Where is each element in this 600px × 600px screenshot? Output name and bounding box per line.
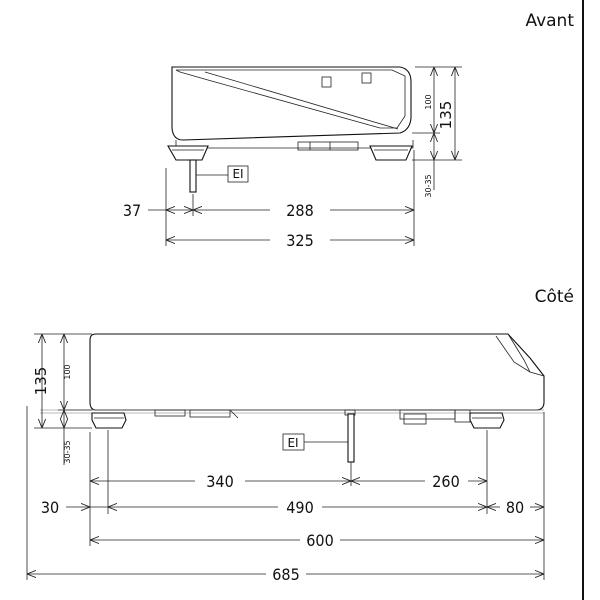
side-ei-tag: EI [287, 436, 299, 450]
side-dim-340: 340 [206, 472, 234, 491]
side-dim-260: 260 [432, 472, 460, 491]
side-dim-685: 685 [272, 565, 300, 584]
front-ei-tag: EI [232, 167, 244, 181]
side-dim-600: 600 [306, 531, 334, 550]
front-dim-100: 100 [424, 94, 433, 110]
side-dim-100: 100 [63, 364, 72, 380]
front-dim-30-35: 30-35 [424, 174, 433, 198]
side-dim-30-35: 30-35 [63, 440, 72, 464]
front-dim-135: 135 [437, 100, 455, 130]
front-dim-37: 37 [122, 201, 142, 220]
side-view-title: Côté [534, 287, 574, 307]
front-view-body [168, 67, 413, 192]
front-view-title: Avant [525, 11, 574, 31]
front-dim-325: 325 [286, 231, 314, 250]
side-dim-135: 135 [32, 366, 50, 396]
side-dim-490: 490 [286, 498, 314, 517]
front-dim-288: 288 [286, 201, 314, 220]
side-dim-30: 30 [40, 498, 60, 517]
side-dim-80: 80 [505, 498, 525, 517]
